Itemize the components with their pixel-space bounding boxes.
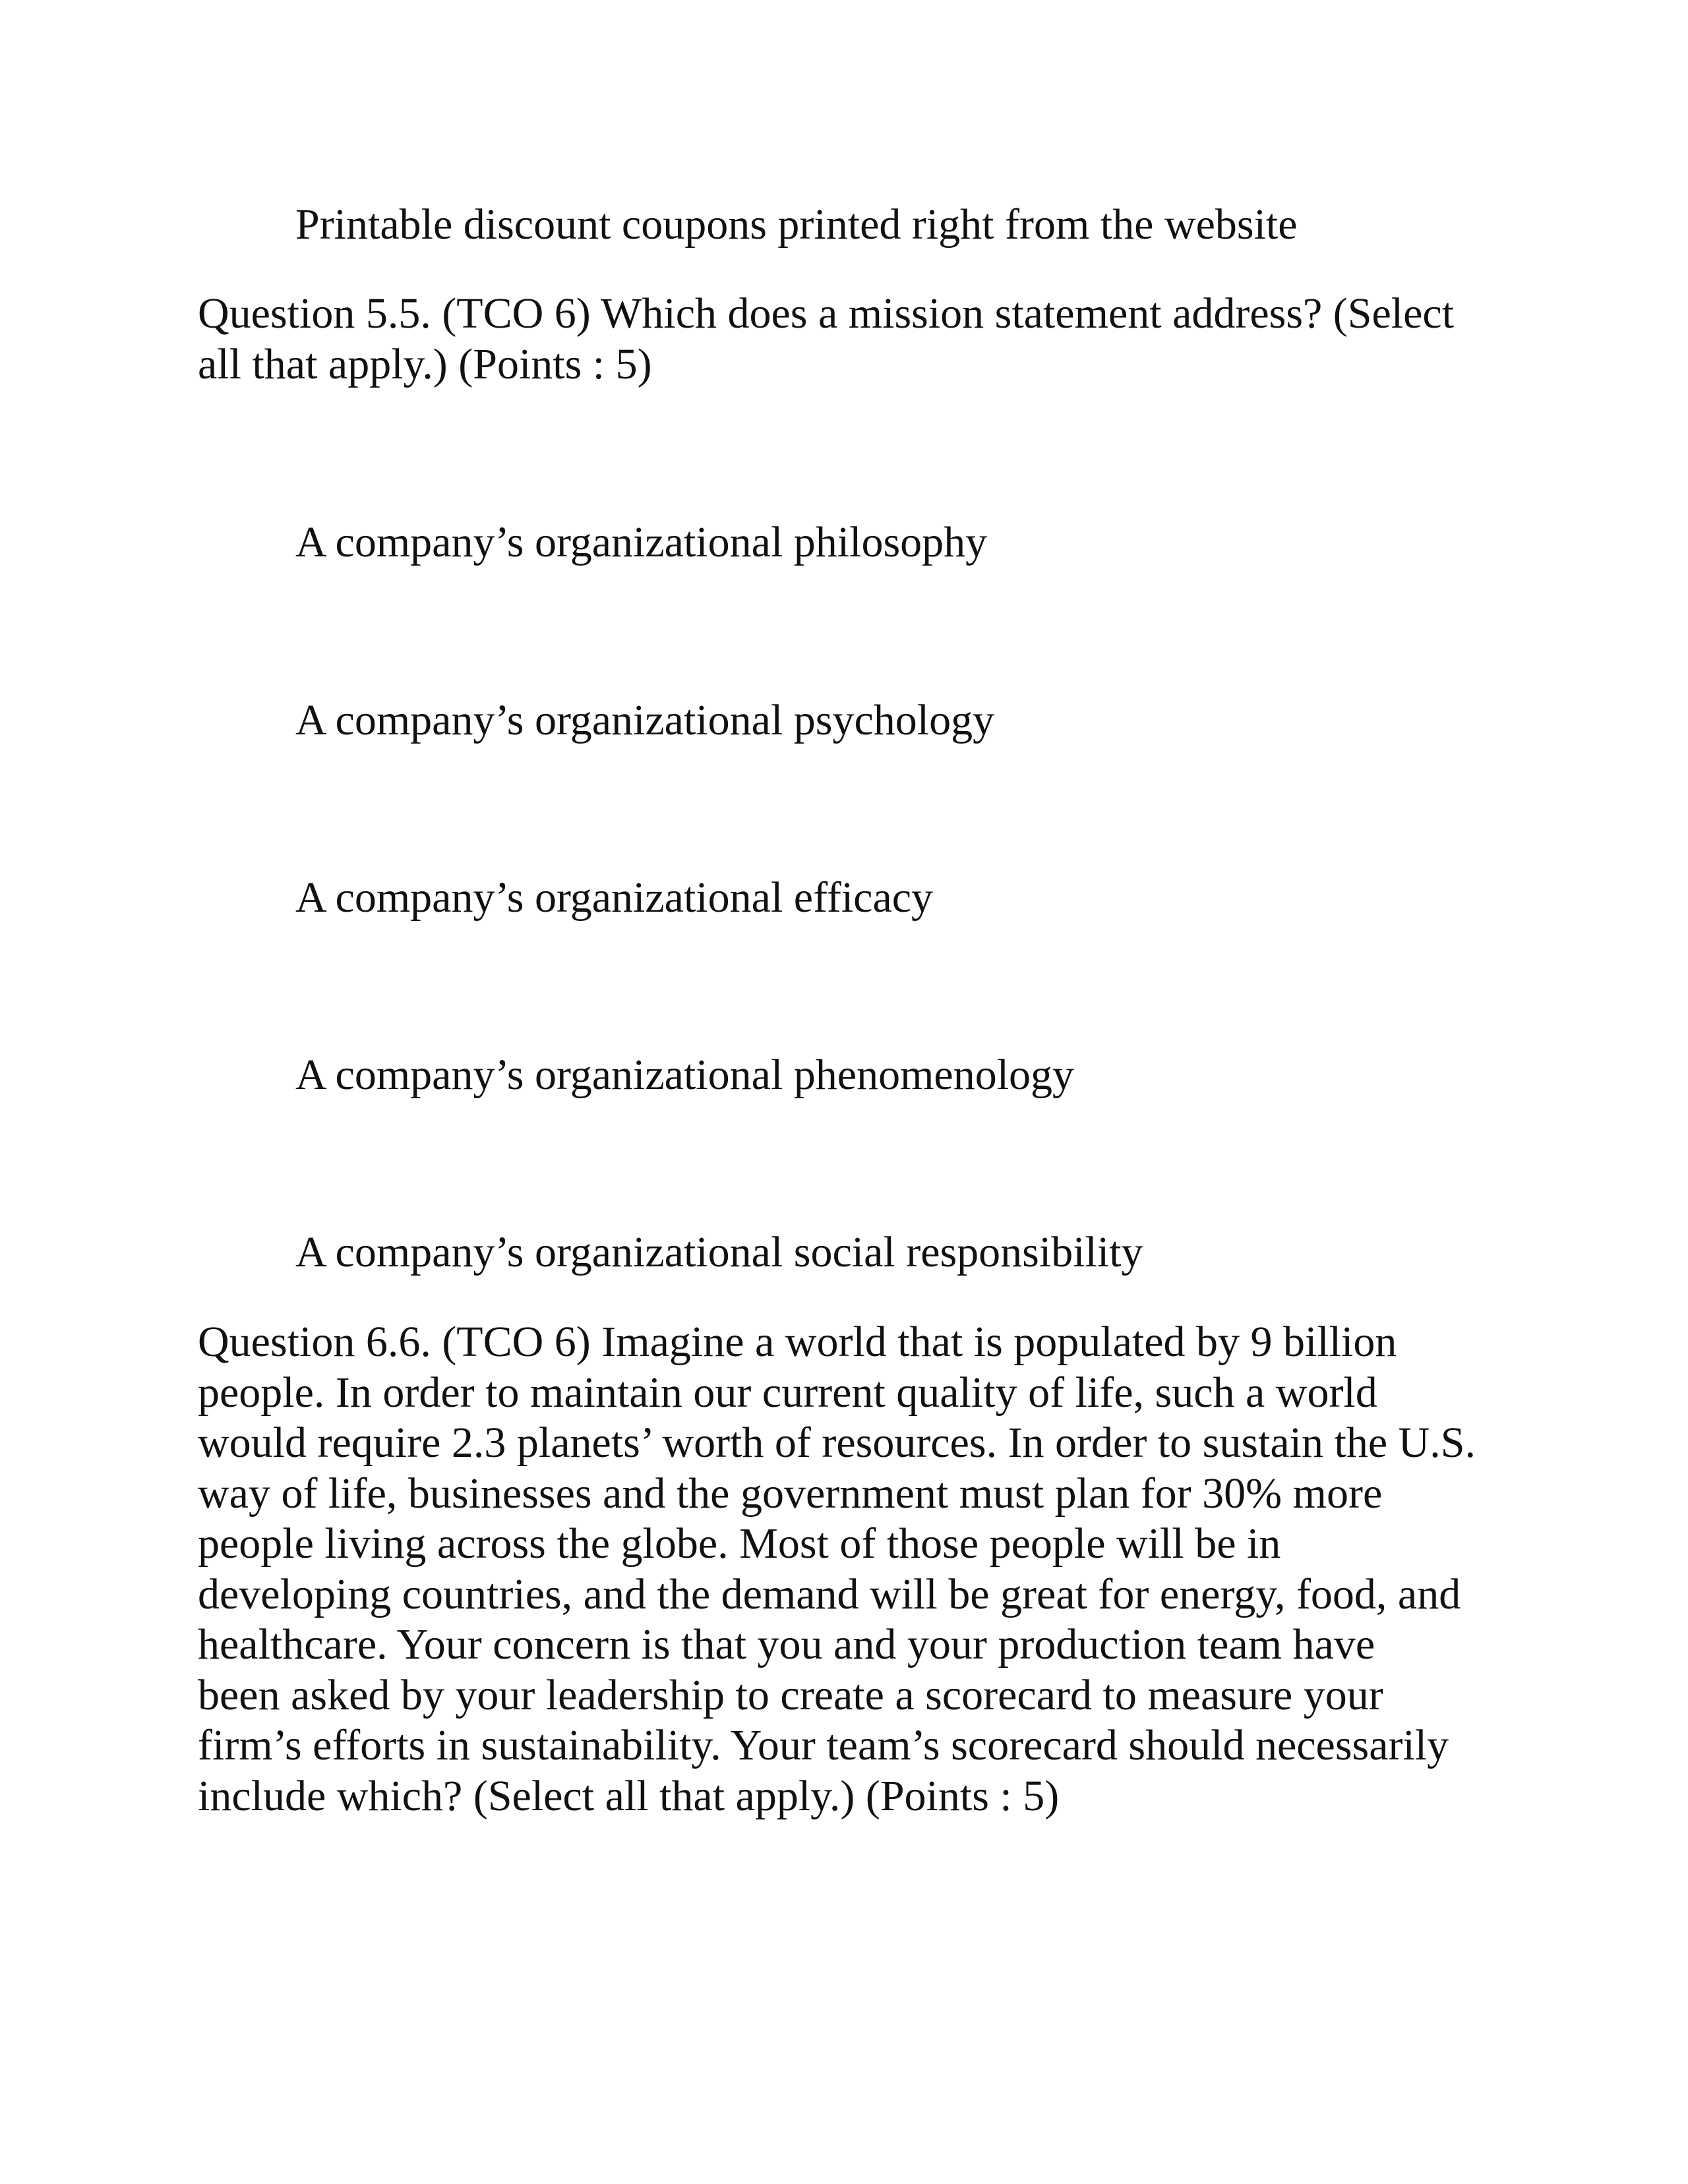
question-5-option-efficacy: A company’s organizational efficacy	[295, 873, 934, 922]
question-5-option-social-responsibility: A company’s organizational social responsibility	[295, 1228, 1143, 1276]
question-5-text-line-1: Question 5.5. (TCO 6) Which does a mission statement address? (Select	[198, 289, 1455, 338]
question-5-option-psychology: A company’s organizational psychology	[295, 696, 995, 744]
answer-option-coupons: Printable discount coupons printed right from the website	[295, 200, 1298, 249]
question-6-text-line-4: way of life, businesses and the government must plan for 30% more	[198, 1469, 1383, 1518]
question-6-text-line-7: healthcare. Your concern is that you and your production team have	[198, 1620, 1375, 1668]
question-5-option-philosophy: A company’s organizational philosophy	[295, 518, 988, 566]
question-6-text-line-5: people living across the globe. Most of those people will be in	[198, 1520, 1281, 1568]
question-6-text-line-10: include which? (Select all that apply.) (Points : 5)	[198, 1772, 1060, 1820]
question-5-option-phenomenology: A company’s organizational phenomenology	[295, 1051, 1075, 1099]
question-6-text-line-8: been asked by your leadership to create a scorecard to measure your	[198, 1671, 1383, 1719]
question-5-text-line-2: all that apply.) (Points : 5)	[198, 340, 652, 388]
question-6-text-line-6: developing countries, and the demand will be great for energy, food, and	[198, 1570, 1461, 1618]
question-6-text-line-2: people. In order to maintain our current quality of life, such a world	[198, 1369, 1377, 1417]
question-6-text-line-3: would require 2.3 planets’ worth of resources. In order to sustain the U.S.	[198, 1419, 1476, 1467]
question-6-text-line-9: firm’s efforts in sustainability. Your team’s scorecard should necessarily	[198, 1721, 1449, 1769]
question-6-text-line-1: Question 6.6. (TCO 6) Imagine a world that is populated by 9 billion	[198, 1318, 1397, 1366]
